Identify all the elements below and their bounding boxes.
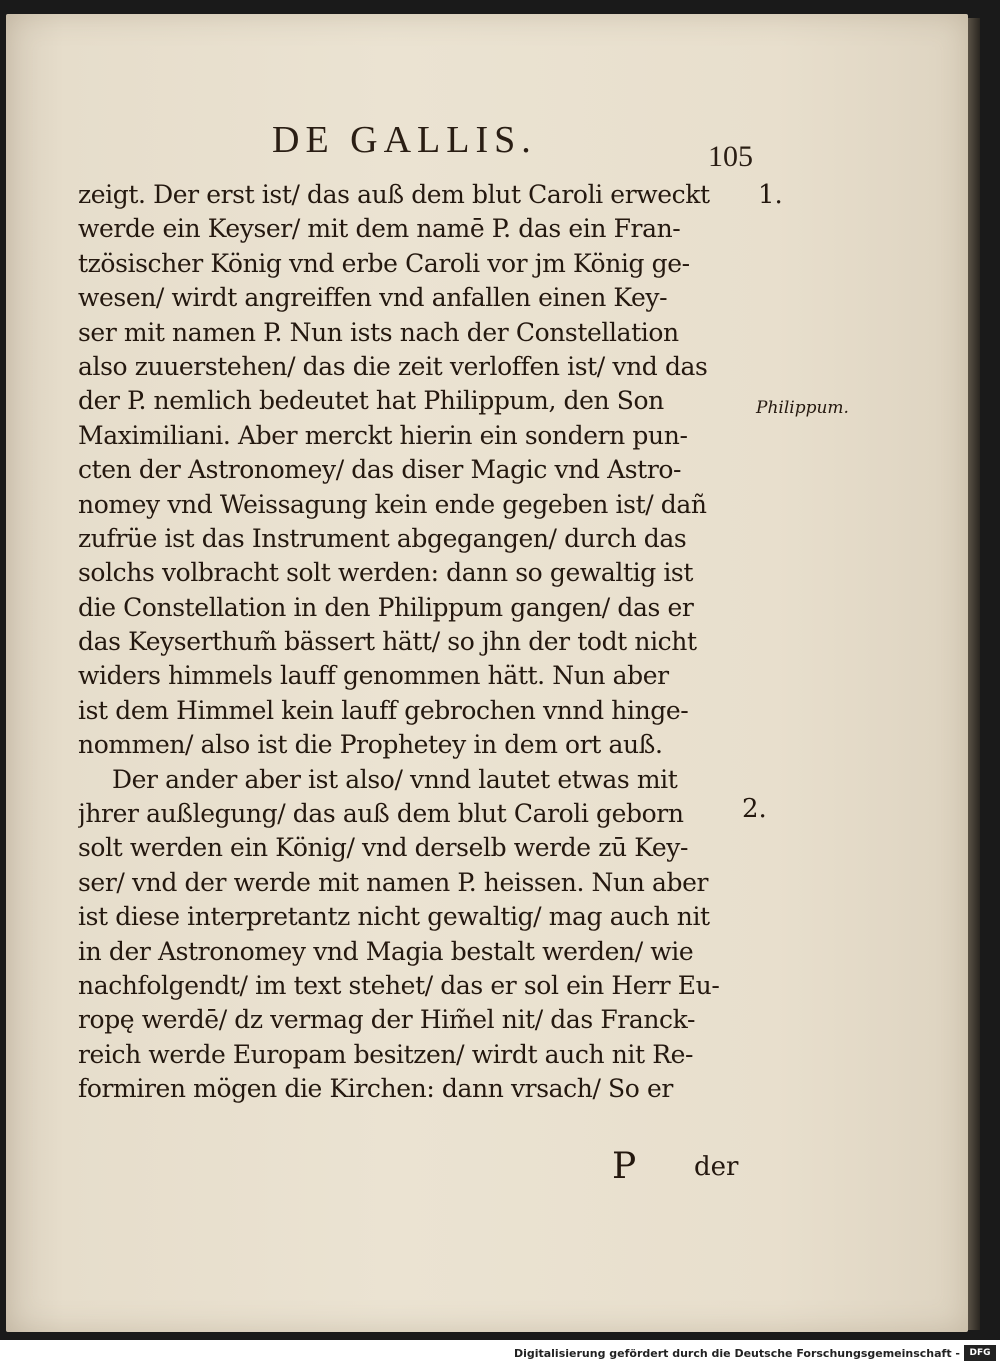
text-line: solt werden ein König/ vnd derselb werde zū Key- — [78, 833, 688, 863]
text-line: Der ander aber ist also/ vnnd lautet etwas mit — [112, 764, 678, 794]
text-line: tzösischer König vnd erbe Caroli vor jm König ge- — [78, 248, 690, 278]
text-line: ser mit namen P. Nun ists nach der Constellation — [78, 317, 679, 347]
body-text — [78, 178, 758, 1107]
text-line: ist dem Himmel kein lauff gebrochen vnnd hinge- — [78, 695, 689, 725]
text-line: ser/ vnd der werde mit namen P. heissen. Nun aber — [78, 867, 709, 897]
text-line: Maximiliani. Aber merckt hierin ein sondern pun- — [78, 420, 688, 450]
text-line: ist diese interpretantz nicht gewaltig/ mag auch nit — [78, 902, 710, 932]
margin-note-2: 2. — [742, 794, 767, 824]
text-line: also zuuerstehen/ das die zeit verloffen ist/ vnd das — [78, 351, 708, 381]
text-line: werde ein Keyser/ mit dem namē P. das ein Fran- — [78, 214, 681, 244]
page-edge — [968, 18, 980, 1330]
text-line: die Constellation in den Philippum gangen/ das er — [78, 592, 694, 622]
running-head: DE GALLIS. — [272, 119, 537, 161]
funding-notice: Digitalisierung gefördert durch die Deutsche Forschungsgemeinschaft - — [513, 1347, 960, 1360]
text-line: der P. nemlich bedeutet hat Philippum, den Son — [78, 386, 664, 416]
text-line: formiren mögen die Kirchen: dann vrsach/ So er — [78, 1074, 673, 1104]
margin-note-philippum: Philippum. — [756, 398, 849, 418]
text-line: in der Astronomey vnd Magia bestalt werden/ wie — [78, 936, 694, 966]
text-line: widers himmels lauff genommen hätt. Nun aber — [78, 661, 669, 691]
dfg-logo: DFG — [964, 1345, 996, 1361]
text-line: das Keyserthum̃ bässert hätt/ so jhn der todt nicht — [78, 627, 697, 657]
footer-bar — [0, 1340, 1000, 1367]
text-line: cten der Astronomey/ das diser Magic vnd Astro- — [78, 455, 682, 485]
margin-note-1: 1. — [758, 180, 783, 210]
signature-mark: P — [612, 1146, 637, 1187]
text-line: zufrüe ist das Instrument abgegangen/ durch das — [78, 523, 687, 553]
text-line: nommen/ also ist die Prophetey in dem ort auß. — [78, 730, 663, 760]
text-line: reich werde Europam besitzen/ wirdt auch nit Re- — [78, 1039, 694, 1069]
page-number: 105 — [708, 140, 753, 173]
text-line: jhrer außlegung/ das auß dem blut Caroli geborn — [78, 799, 684, 829]
text-line: wesen/ wirdt angreiffen vnd anfallen einen Key- — [78, 283, 668, 313]
text-line: nachfolgendt/ im text stehet/ das er sol ein Herr Eu- — [78, 970, 720, 1000]
text-line: ropę werdē/ dz vermag der Him̃el nit/ das Franck- — [78, 1005, 696, 1035]
catchword: der — [694, 1152, 739, 1182]
text-line: solchs volbracht solt werden: dann so gewaltig ist — [78, 558, 694, 588]
text-line: zeigt. Der erst ist/ das auß dem blut Caroli erweckt — [78, 180, 710, 209]
text-line: nomey vnd Weissagung kein ende gegeben ist/ dañ — [78, 489, 707, 519]
